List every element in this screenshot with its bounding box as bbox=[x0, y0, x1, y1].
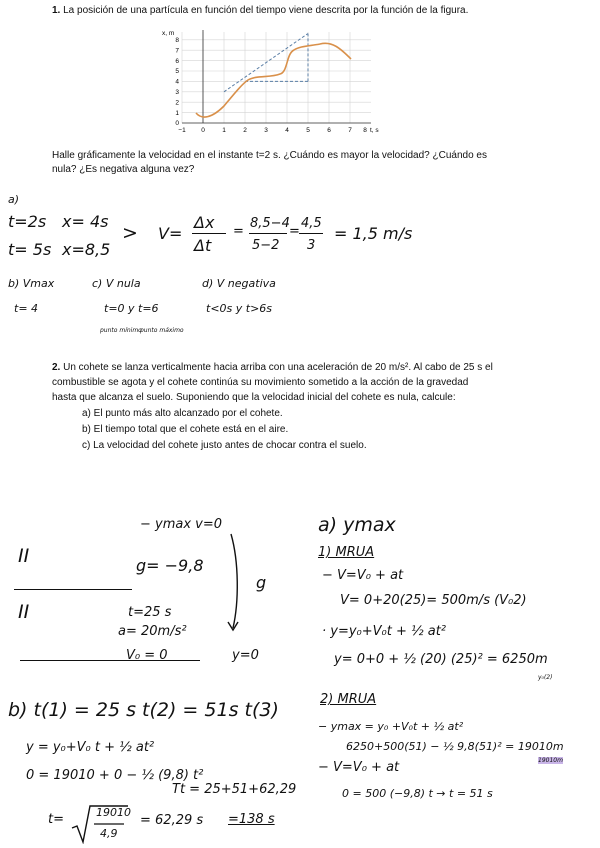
answer2-ra-2: 2) MRUA bbox=[320, 692, 377, 707]
answer2-b-res: = 62,29 s bbox=[140, 813, 204, 828]
graph-grid bbox=[182, 32, 371, 123]
problem1-statement bbox=[52, 4, 468, 18]
answer1-dt: Δt bbox=[194, 236, 212, 255]
answer2-ra-v3: − V=V₀ + at bbox=[318, 760, 400, 775]
answer2-b-y: y = y₀+V₀ t + ½ at² bbox=[26, 740, 155, 755]
answer2-ra-y: · y=y₀+V₀t + ½ at² bbox=[322, 624, 447, 639]
answer2-g-eq: g= −9,8 bbox=[136, 556, 204, 575]
answer2-trajectory-arrow bbox=[225, 532, 245, 637]
problem2-item-c: c) La velocidad del cohete justo antes de chocar contra el suelo. bbox=[82, 440, 367, 451]
answer2-label-ii-bot: II bbox=[18, 601, 30, 623]
y-tick: 3 bbox=[175, 89, 179, 96]
answer1-fraction-bar2 bbox=[249, 233, 287, 234]
answer1-v-eq: V= bbox=[158, 224, 183, 243]
answer2-ymax: − ymax v=0 bbox=[140, 517, 223, 532]
problem2-line1 bbox=[52, 361, 493, 375]
y-axis-label: x, m bbox=[162, 30, 175, 37]
answer1-arrow: > bbox=[122, 222, 138, 244]
answer1-x2: x=8,5 bbox=[62, 240, 111, 259]
answer1-d-val: t<0s y t>6s bbox=[206, 302, 273, 315]
y-tick: 7 bbox=[175, 47, 179, 55]
answer2-y0: y=0 bbox=[232, 648, 259, 663]
problem2-text1: Un cohete se lanza verticalmente hacia arriba con una aceleración de 20 m/s². Al cabo de 25 s el bbox=[63, 362, 493, 373]
answer2-v0: V₀ = 0 bbox=[126, 648, 168, 663]
answer1-fraction-bar3 bbox=[299, 233, 323, 234]
answer1-c-val: t=0 y t=6 bbox=[104, 302, 159, 315]
answer1-t2: t= 5s bbox=[8, 240, 52, 259]
y-tick: 0 bbox=[175, 120, 179, 127]
answer1-b-val: t= 4 bbox=[14, 302, 39, 315]
x-tick-labels bbox=[178, 127, 367, 134]
answer1-fraction-bar bbox=[192, 233, 226, 234]
answer2-b-t: t= bbox=[48, 812, 64, 827]
x-tick: 5 bbox=[306, 127, 310, 134]
answer2-b-total: =138 s bbox=[228, 812, 275, 827]
answer2-ra-1: 1) MRUA bbox=[318, 545, 375, 560]
x-tick: 8 bbox=[363, 127, 367, 134]
answer2-t25: t=25 s bbox=[128, 605, 172, 620]
x-tick: 7 bbox=[348, 127, 352, 134]
problem2-item-a: a) El punto más alto alcanzado por el cohete. bbox=[82, 408, 283, 419]
answer1-x1: x= 4s bbox=[62, 212, 109, 231]
answer2-g-side: g bbox=[256, 573, 267, 592]
position-curve bbox=[196, 43, 351, 117]
y-tick: 2 bbox=[175, 99, 179, 107]
answer2-ra-ymax-highlight: 19010m bbox=[538, 757, 563, 764]
answer2-line-top bbox=[14, 589, 132, 590]
answer2-ra-title: a) ymax bbox=[318, 514, 396, 536]
answer1-num: 8,5−4 bbox=[250, 216, 290, 231]
answer2-ra-y2: y= 0+0 + ½ (20) (25)² = 6250m bbox=[334, 652, 548, 667]
problem2-item-b: b) El tiempo total que el cohete está en el aire. bbox=[82, 424, 289, 435]
problem2-line2: combustible se agota y el cohete continúa su movimiento sometido a la acción de la gravedad bbox=[52, 377, 469, 388]
problem1-text: La posición de una partícula en función del tiempo viene descrita por la función de la figura. bbox=[63, 5, 469, 16]
answer1-num2: 4,5 bbox=[301, 216, 322, 231]
answer1-c-note2: punto máximo bbox=[140, 327, 184, 334]
problem2-number: 2. bbox=[52, 362, 61, 373]
x-tick: 1 bbox=[222, 127, 226, 134]
y-tick: 5 bbox=[175, 68, 179, 76]
y-tick: 6 bbox=[175, 57, 179, 65]
answer2-ra-ymax2: 6250+500(51) − ½ 9,8(51)² = 19010m bbox=[346, 740, 564, 753]
answer1-d-label: d) V negativa bbox=[202, 277, 276, 290]
answer1-result: = 1,5 m/s bbox=[334, 224, 413, 243]
answer1-dx: Δx bbox=[194, 213, 215, 232]
x-tick: −1 bbox=[178, 127, 186, 134]
answer2-ra-v2: V= 0+20(25)= 500m/s (V₀2) bbox=[340, 593, 527, 608]
answer2-b-tt: Tt = 25+51+62,29 bbox=[172, 782, 297, 797]
answer2-ra-v4: 0 = 500 (−9,8) t → t = 51 s bbox=[342, 787, 493, 800]
answer2-ground-line bbox=[20, 660, 200, 661]
x-tick: 4 bbox=[285, 127, 289, 134]
x-tick: 6 bbox=[327, 127, 331, 134]
x-tick: 0 bbox=[201, 127, 205, 134]
answer2-b-sqrt-num: 19010 bbox=[96, 806, 131, 819]
y-tick: 8 bbox=[175, 37, 179, 44]
position-time-graph bbox=[160, 28, 390, 136]
y-tick: 1 bbox=[175, 109, 179, 117]
answer2-label-ii-top: II bbox=[18, 545, 30, 567]
y-tick-labels bbox=[175, 37, 179, 127]
answer1-c-label: c) V nula bbox=[92, 277, 141, 290]
answer1-den: 5−2 bbox=[252, 238, 280, 253]
answer1-den2: 3 bbox=[307, 238, 316, 253]
problem1-question-line2: nula? ¿Es negativa alguna vez? bbox=[52, 164, 195, 175]
x-tick: 2 bbox=[243, 127, 247, 134]
answer1-t1: t=2s bbox=[8, 212, 47, 231]
problem1-number: 1. bbox=[52, 5, 61, 16]
answer1-a-label: a) bbox=[8, 193, 20, 206]
answer2-ra-ymax: − ymax = y₀ +V₀t + ½ at² bbox=[318, 720, 464, 733]
answer2-b-title: b) t(1) = 25 s t(2) = 51s t(3) bbox=[8, 699, 279, 721]
problem1-question-line1: Halle gráficamente la velocidad en el instante t=2 s. ¿Cuándo es mayor la velocidad? ¿Cuándo es bbox=[52, 150, 487, 161]
y-tick: 4 bbox=[175, 78, 179, 86]
answer1-b-label: b) Vmax bbox=[8, 277, 55, 290]
answer2-b-sqrt-den: 4,9 bbox=[100, 827, 118, 840]
answer2-b-eq: 0 = 19010 + 0 − ½ (9,8) t² bbox=[26, 768, 204, 783]
x-tick: 3 bbox=[264, 127, 268, 134]
answer2-ra-y2sub: y₀(2) bbox=[538, 674, 553, 681]
x-axis-label: t, s bbox=[370, 127, 379, 134]
answer1-c-note1: punto mínimo bbox=[100, 327, 142, 334]
answer1-eq1: = bbox=[233, 224, 244, 239]
answer2-ra-v: − V=V₀ + at bbox=[322, 568, 404, 583]
problem2-line3: hasta que alcanza el suelo. Suponiendo que la velocidad inicial del cohete es nula, calcule: bbox=[52, 392, 456, 403]
answer1-eq2: = bbox=[289, 224, 300, 239]
answer2-a20: a= 20m/s² bbox=[118, 624, 187, 639]
